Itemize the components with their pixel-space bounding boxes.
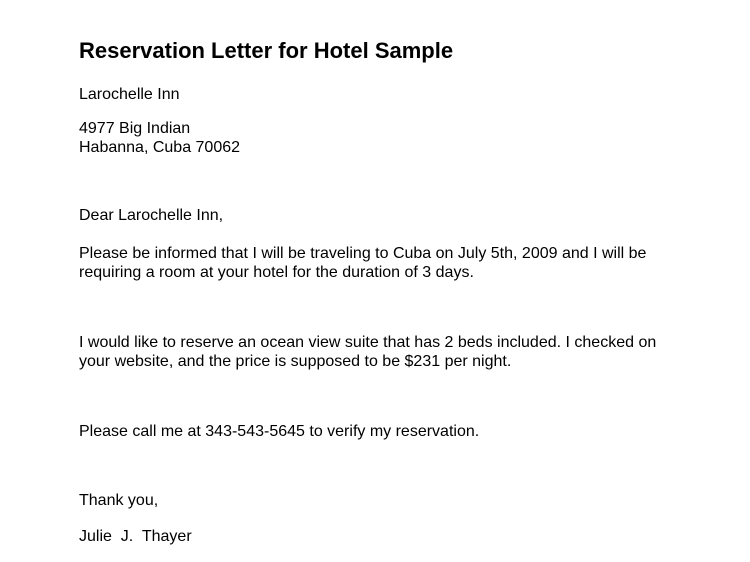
paragraph-3: Please call me at 343-543-5645 to verify my reservation. <box>79 423 480 440</box>
signature: Julie J. Thayer <box>79 528 192 545</box>
paragraph-1-line-1: Please be informed that I will be traveling to Cuba on July 5th, 2009 and I will be <box>79 245 647 262</box>
paragraph-2-line-2: your website, and the price is supposed to be $231 per night. <box>79 353 512 370</box>
paragraph-1-line-2: requiring a room at your hotel for the duration of 3 days. <box>79 264 474 281</box>
address-line-2: Habanna, Cuba 70062 <box>79 139 241 156</box>
paragraph-2-line-1: I would like to reserve an ocean view suite that has 2 beds included. I checked on <box>79 334 657 351</box>
salutation: Dear Larochelle Inn, <box>79 207 224 224</box>
closing: Thank you, <box>79 492 159 509</box>
letter-title: Reservation Letter for Hotel Sample <box>79 38 454 63</box>
address-line-1: 4977 Big Indian <box>79 120 191 137</box>
recipient: Larochelle Inn <box>79 86 180 103</box>
